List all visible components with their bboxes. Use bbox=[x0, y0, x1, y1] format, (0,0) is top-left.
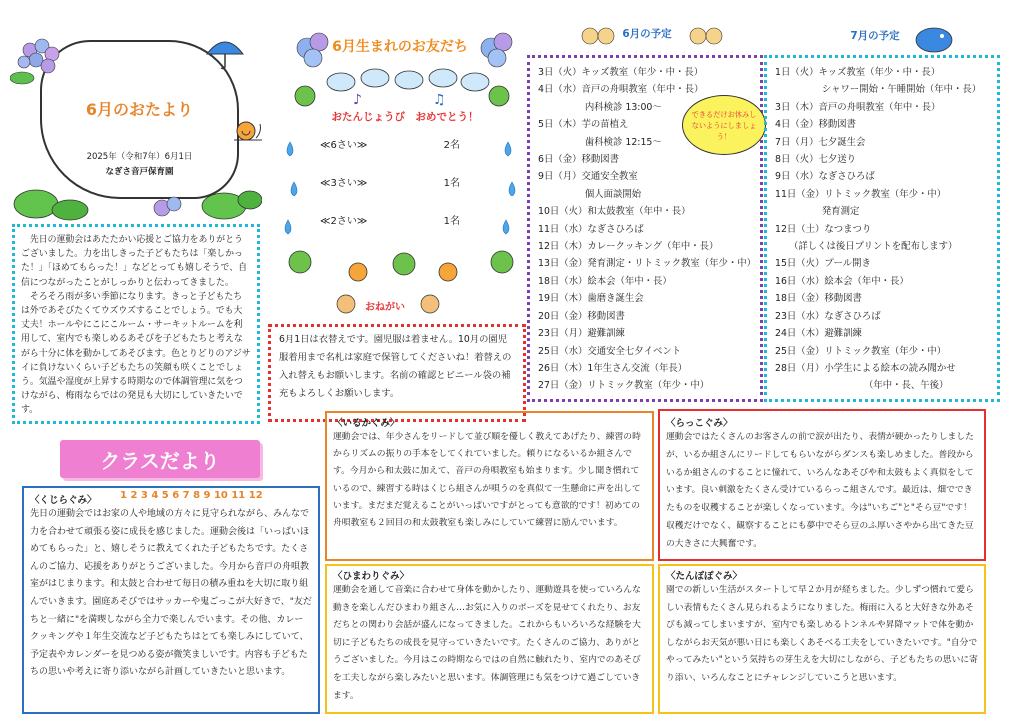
schedule-item: （年中・長、午後） bbox=[775, 380, 949, 392]
schedule-item: 18日（水）絵本会（年中・長） bbox=[538, 275, 672, 287]
newsletter-date: 2025年（令和7年）6月1日 bbox=[86, 152, 193, 162]
birthday-row: ≪6さい≫ 2名 bbox=[320, 140, 460, 151]
birthday-row: ≪3さい≫ 1名 bbox=[320, 178, 460, 189]
request-heading: おねがい bbox=[365, 302, 405, 313]
schedule-item: 23日（月）避難訓練 bbox=[538, 328, 625, 340]
schedule-item: 5日（木）芋の苗植え bbox=[538, 119, 629, 131]
schedule-item: 9日（水）なぎさひろば bbox=[775, 171, 875, 183]
schedule-item: 内科検診 13:00～ bbox=[538, 101, 662, 113]
schedule-item: 4日（金）移動図書 bbox=[775, 119, 856, 131]
class-text: 先日の運動会ではお家の人や地域の方々に見守られながら、みんなで力を合わせて頑張る姿に成長を感じました。運動会後は「いっぱいほめてもらった」と、嬉しそうに教えてくれた子どもたちです。たくさんのご協力、応援をありがとうございました。今月から音戸の舟唄教室がはじまります。和太鼓と合わせて毎日の積み重ねを大切に取り組んでいきます。園庭あそびではサッカーや鬼ごっこが大好きで、"友だちと一緒に"を満喫しながら全力で楽しんでいます。その他、カレークッキングや１年生交流など子どもたちはとても楽しみにしていて、予定表やカレンダーを見つめる姿が微笑ましいです。内容も子どもたちの思いや考えに寄り添いながら計画していきたいと思います。 bbox=[30, 509, 312, 678]
schedule-item: 16日（水）絵本会（年中・長） bbox=[775, 275, 909, 287]
schedule-item: 3日（火）キッズ教室（年少・中・長） bbox=[538, 67, 704, 78]
class-box-iruka bbox=[325, 411, 654, 561]
schedule-item: 9日（月）交通安全教室 bbox=[538, 171, 638, 183]
schedule-item: 歯科検診 12:15～ bbox=[538, 136, 662, 148]
class-text: 園での新しい生活がスタートして早２か月が経ちました。少しずつ慣れて愛らしい表情もたくさん見られるようになりました。梅雨に入ると大好きな外あそびも減ってしまいますが、室内でも楽しめるトンネルや昇降マットで体を動かしながらお天気が悪い日にも楽しくあそべる工夫をしていきたいです。"自分でやってみたい"という気持ちの芽生えを大切にしながら、子どもたちの思いに寄り添い、いろんなことにチャレンジしていこうと思います。 bbox=[666, 585, 978, 683]
birthday-row: ≪2さい≫ 1名 bbox=[320, 216, 460, 227]
class-name: 〈らっこぐみ〉 bbox=[666, 418, 733, 429]
july-schedule-list bbox=[775, 64, 989, 395]
svg-text:♫: ♫ bbox=[433, 92, 446, 108]
numbers-icon bbox=[120, 486, 300, 502]
schedule-item: 24日（木）避難訓練 bbox=[775, 328, 862, 340]
july-schedule-heading: 7月の予定 bbox=[850, 30, 900, 42]
schedule-item: 8日（火）七夕送り bbox=[775, 154, 856, 166]
class-text: 運動会では、年少さんをリードして並び順を優しく教えてあげたり、練習の時からリズムの振りの手本をしてくれていました。頼りになるいるか組さんです。今月から和太鼓に加えて、音戸の舟唄教室も始まります。少し聞き慣れているので、練習する時はくじら組さんが唄うのを真似て一生懸命に声を出しています。まだまだ覚えることがいっぱいですがとっても意欲的です！初めての舟唄教室も２回目の和太鼓教室も楽しみにしていて練習に励んでいます。 bbox=[333, 432, 641, 529]
schedule-item: 27日（金）リトミック教室（年少・中） bbox=[538, 380, 710, 392]
schedule-item: 15日（火）プール開き bbox=[775, 258, 871, 270]
june-schedule-heading: 6月の予定 bbox=[622, 28, 672, 40]
schedule-item: 18日（金）移動図書 bbox=[775, 293, 862, 305]
class-box-rakko bbox=[658, 409, 986, 561]
snail-icon bbox=[232, 118, 266, 144]
schedule-item: 28日（月）小学生による絵本の読み聞かせ bbox=[775, 362, 956, 374]
school-name: なぎさ音戸保育園 bbox=[105, 167, 174, 177]
greeting-box bbox=[12, 224, 260, 424]
children-icon bbox=[578, 22, 728, 52]
schedule-item: 25日（金）リトミック教室（年少・中） bbox=[775, 345, 947, 357]
class-name: 〈たんぽぽぐみ〉 bbox=[666, 571, 743, 582]
schedule-item: 12日（木）カレークッキング（年中・長） bbox=[538, 241, 719, 253]
schedule-item: シャワー開始・午睡開始（年中・長） bbox=[775, 84, 982, 96]
schedule-item: 11日（金）リトミック教室（年少・中） bbox=[775, 188, 947, 200]
class-text: 運動会を通して音楽に合わせて身体を動かしたり、運動遊具を使っていろんな動きを楽しんだひまわり組さん…お気に入りのポーズを見せてくれたり、お友だちとの関わり会話が盛んになってきました。これからもいろいろな経験を大切に子どもたちの成長を見守っていきたいです。たくさんのご協力、ありがとうございました。今月はこの時期ならではの自然に触れたり、室内でのあそびを工夫しながら楽しみたいと思います。体調管理にも気をつけて過ごしていきます。 bbox=[333, 585, 641, 701]
schedule-item: 7日（月）七夕誕生会 bbox=[775, 136, 866, 148]
class-text: 運動会ではたくさんのお客さんの前で涙が出たり、表情が硬かったりしましたが、いるか組さんにリードしてもらいながらダンスも楽しめました。普段からいるか組さんのすることに憧れて、いろんなあそびや和太鼓もよく真似をしています。良い刺激をたくさん受けているらっこ組さんです。最近は、畑でできたものを収穫することが楽しくなっています。今は"いちご"と"そら豆"です！収穫だけでなく、観察することにも夢中でそら豆のふ厚いさやから出てきた豆の大きさに大興奮です。 bbox=[666, 432, 974, 549]
umbrella-icon bbox=[205, 36, 245, 70]
attendance-note: できるだけお休みしないようにしましょう！ bbox=[682, 95, 766, 155]
class-box-himawari bbox=[325, 564, 654, 714]
greeting-text: 先日の運動会はあたたかい応援とご協力をありがとうございました。力を出しきった子どもたちは「楽しかった！」「ほめてもらった！」などとっても嬉しそうで、自信につながったことがしっかりと伝わってきました。 そろそろ雨が多い季節になります。きっと子どもたちは外であそびたくてウズウズすることでしょう。でも大丈夫！ホールやにこにこルーム・サーキットルームを利用して、室内でも楽しめるあそびを子どもたちと考えながら十分に体を動かしてあそびます。色とりどりのアジサイに負けないくらい子どもたちの笑顔も咲くことでしょう。気温や湿度が上昇する時期なので体調管理に気をつけながら、梅雨ならではの発見も大切にしていきたいです。 bbox=[21, 235, 251, 416]
schedule-item: 11日（水）なぎさひろば bbox=[538, 223, 644, 235]
request-box bbox=[268, 324, 526, 422]
schedule-item: 13日（金）発育測定・リトミック教室（年少・中） bbox=[538, 258, 756, 270]
cat-icon bbox=[334, 290, 444, 316]
schedule-item: 発育測定 bbox=[775, 206, 860, 218]
schedule-item: 1日（火）キッズ教室（年少・中・長） bbox=[775, 67, 941, 78]
july-schedule-box bbox=[764, 55, 1000, 402]
class-box-kujira bbox=[22, 486, 320, 714]
schedule-item: 個人面談開始 bbox=[538, 188, 642, 200]
raindrop-icon bbox=[280, 122, 530, 297]
schedule-item: 4日（水）音戸の舟唄教室（年中・長） bbox=[538, 84, 704, 96]
hydrangea-icon bbox=[10, 32, 74, 88]
leaf-icon bbox=[12, 180, 262, 224]
birthday-banner: おたんじょうび おめでとう！ bbox=[331, 111, 479, 123]
class-name: 〈ひまわりぐみ〉 bbox=[333, 571, 410, 582]
class-name: 〈くじらぐみ〉 bbox=[30, 495, 97, 506]
request-text: 6月1日は衣替えです。園児服は着ません。10月の園児服着用まで名札は家庭で保管してくださいね！着替えの入れ替えもお願いします。名前の確認とビニール袋の補充もよろしくお願いします。 bbox=[279, 334, 512, 399]
schedule-item: 10日（火）和太鼓教室（年中・長） bbox=[538, 206, 691, 218]
schedule-item: 19日（木）歯磨き誕生会 bbox=[538, 293, 644, 305]
schedule-item: 25日（水）交通安全七夕イベント bbox=[538, 345, 682, 357]
newsletter-title: 6月のおたより bbox=[85, 100, 194, 119]
birthday-heading: 6月生まれのお友だち bbox=[332, 39, 468, 55]
svg-text:♪: ♪ bbox=[353, 92, 362, 108]
schedule-item: 26日（木）1年生さん交流（年長） bbox=[538, 362, 688, 374]
schedule-item: 3日（木）音戸の舟唄教室（年中・長） bbox=[775, 101, 941, 113]
schedule-item: （詳しくは後日プリントを配布します） bbox=[775, 241, 958, 253]
class-box-tanpopo bbox=[658, 564, 986, 714]
whale-icon bbox=[912, 20, 958, 56]
schedule-item: 12日（土）なつまつり bbox=[775, 223, 872, 235]
class-name: 〈いるかぐみ〉 bbox=[333, 418, 400, 429]
schedule-item: 6日（金）移動図書 bbox=[538, 154, 619, 166]
class-news-heading: クラスだより bbox=[60, 440, 260, 478]
birthday-header-art bbox=[283, 18, 523, 118]
schedule-item: 20日（金）移動図書 bbox=[538, 310, 625, 322]
schedule-item: 23日（水）なぎさひろば bbox=[775, 310, 881, 322]
svg-text:1 2 3 4 5 6 7 8 9 10 11 12: 1 2 3 4 5 6 7 8 9 10 11 12 bbox=[120, 490, 263, 501]
